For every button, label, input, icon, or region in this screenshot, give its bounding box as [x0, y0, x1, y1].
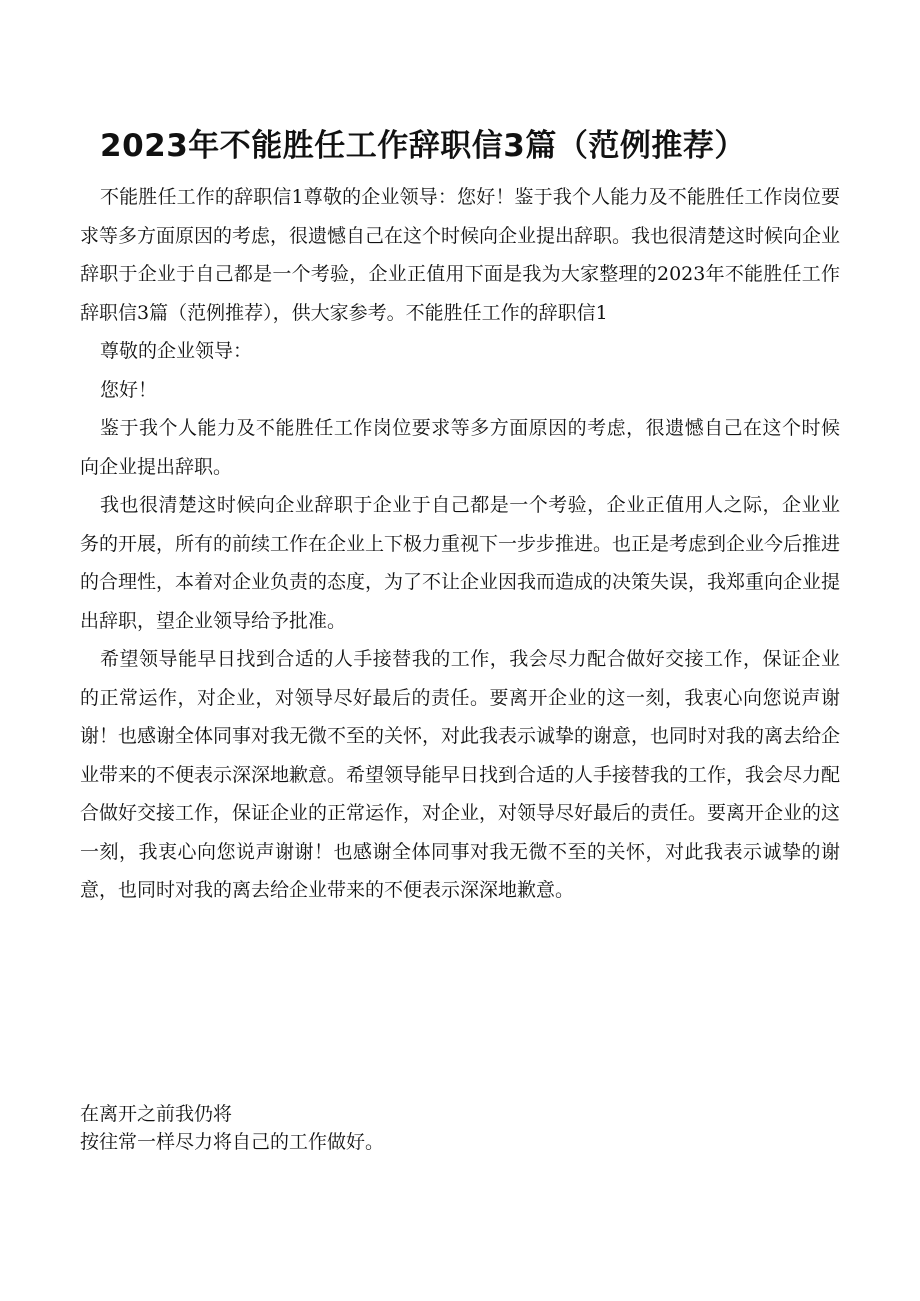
paragraph-greeting: 您好！	[100, 378, 158, 401]
document-tail	[80, 1100, 840, 1156]
paragraph-reason: 鉴于我个人能力及不能胜任工作岗位要求等多方面原因的考虑，很遗憾自己在这个时候向企业提出辞职。	[80, 417, 840, 478]
paragraph-thanks: 希望领导能早日找到合适的人手接替我的工作，我会尽力配合做好交接工作，保证企业的正常运作，对企业，对领导尽好最后的责任。要离开企业的这一刻，我衷心向您说声谢谢！也感谢全体同事对我无微不至的关怀，对此我表示诚挚的谢意，也同时对我的离去给企业带来的不便表示深深地歉意。希望领导能早日找到合适的人手接替我的工作，我会尽力配合做好交接工作，保证企业的正常运作，对企业，对领导尽好最后的责任。要离开企业的这一刻，我衷心向您说声谢谢！也感谢全体同事对我无微不至的关怀，对此我表示诚挚的谢意，也同时对我的离去给企业带来的不便表示深深地歉意。	[80, 648, 841, 901]
paragraph-explanation: 我也很清楚这时候向企业辞职于企业于自己都是一个考验，企业正值用人之际，企业业务的开展，所有的前续工作在企业上下极力重视下一步步推进。也正是考虑到企业今后推进的合理性，本着对企业负责的态度，为了不让企业因我而造成的决策失误，我郑重向企业提出辞职，望企业领导给予批准。	[80, 494, 841, 632]
paragraph-intro: 不能胜任工作的辞职信1尊敬的企业领导：您好！鉴于我个人能力及不能胜任工作岗位要求等多方面原因的考虑，很遗憾自己在这个时候向企业提出辞职。我也很清楚这时候向企业辞职于企业于自己都是一个考验，企业正值用下面是我为大家整理的2023年不能胜任工作辞职信3篇（范例推荐），供大家参考。不能胜任工作的辞职信1	[80, 186, 841, 324]
document-body	[80, 178, 840, 910]
tail-line: 在离开之前我仍将	[80, 1103, 233, 1125]
tail-line: 按往常一样尽力将自己的工作做好。	[80, 1131, 385, 1153]
document-title: 2023年不能胜任工作辞职信3篇（范例推荐）	[100, 128, 746, 164]
paragraph-salutation: 尊敬的企业领导：	[100, 340, 253, 362]
